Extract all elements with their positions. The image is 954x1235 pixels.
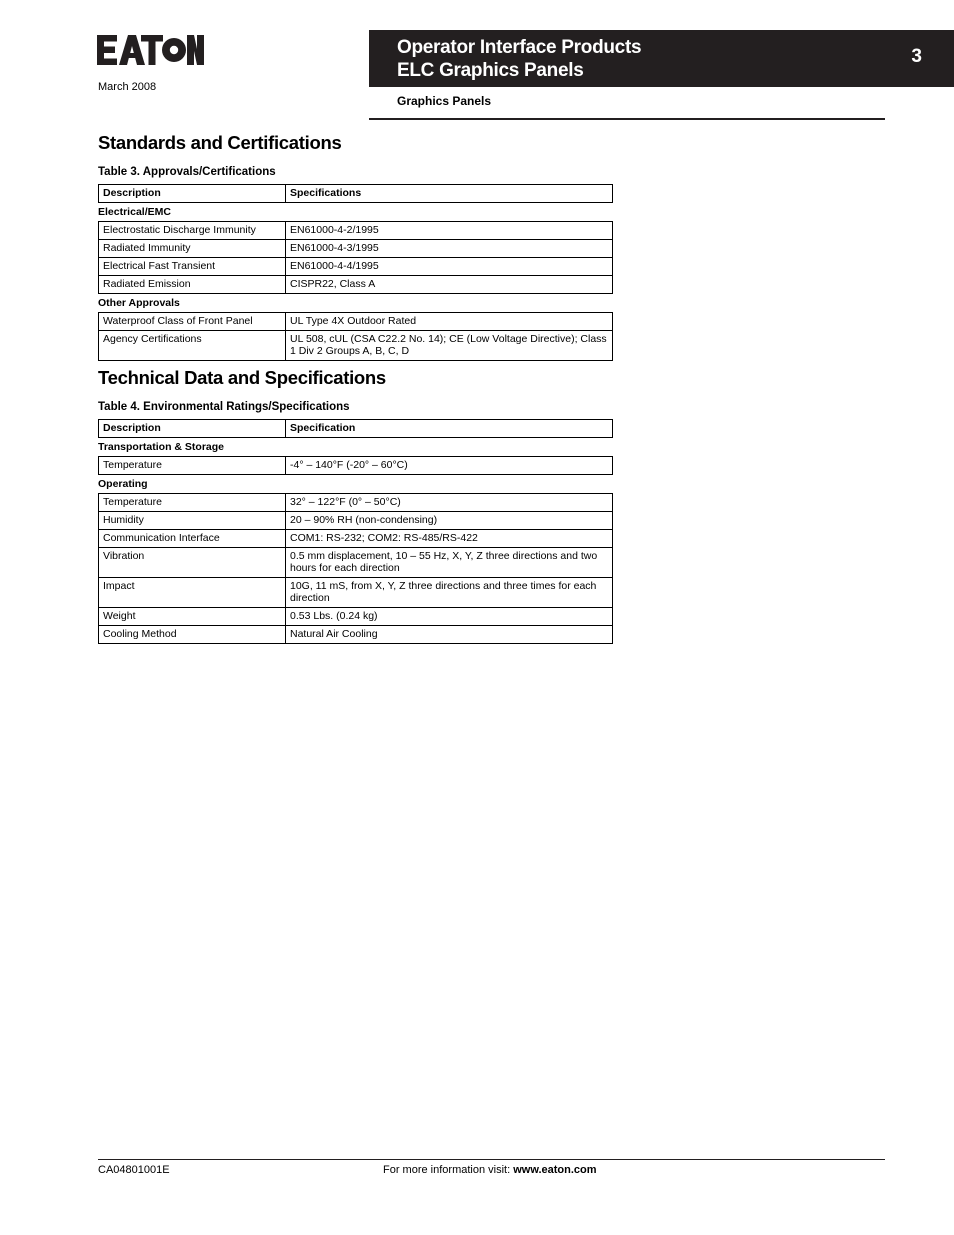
cell-spec: 10G, 11 mS, from X, Y, Z three directions and three times for each direction bbox=[290, 580, 597, 604]
cell-spec: UL Type 4X Outdoor Rated bbox=[290, 315, 417, 327]
cell-spec: 20 – 90% RH (non-condensing) bbox=[290, 514, 438, 526]
cell-description: Radiated Immunity bbox=[99, 240, 286, 257]
section-title: Graphics Panels bbox=[397, 94, 492, 108]
table-header-row bbox=[98, 419, 613, 438]
title-banner bbox=[369, 30, 954, 87]
cell-spec: -4° – 140°F (-20° – 60°C) bbox=[290, 459, 408, 471]
cell-spec: 0.53 Lbs. (0.24 kg) bbox=[290, 610, 378, 622]
table-row bbox=[98, 578, 613, 608]
cell-spec: CISPR22, Class A bbox=[290, 278, 376, 290]
website-link[interactable]: www.eaton.com bbox=[513, 1164, 597, 1176]
col-description: Description bbox=[99, 185, 286, 202]
cell-description: Electrical Fast Transient bbox=[99, 258, 286, 275]
table3-caption: Table 3. Approvals/Certifications bbox=[98, 166, 276, 178]
table-row bbox=[98, 493, 613, 512]
cell-description: Weight bbox=[99, 608, 286, 625]
group-label: Transportation & Storage bbox=[98, 441, 225, 453]
cell-description: Communication Interface bbox=[99, 530, 286, 547]
col-specification: Specification bbox=[290, 422, 356, 434]
table4-caption: Table 4. Environmental Ratings/Specifications bbox=[98, 401, 350, 413]
eaton-logo bbox=[97, 35, 204, 65]
table3 bbox=[98, 184, 613, 361]
table-row bbox=[98, 548, 613, 578]
footer-rule bbox=[98, 1159, 885, 1160]
cell-description: Agency Certifications bbox=[99, 331, 286, 360]
cell-spec: 0.5 mm displacement, 10 – 55 Hz, X, Y, Z three directions and two hours for each direction bbox=[290, 550, 598, 574]
table-row bbox=[98, 608, 613, 626]
table-row bbox=[98, 512, 613, 530]
cell-description: Vibration bbox=[99, 548, 286, 577]
cell-description: Cooling Method bbox=[99, 626, 286, 643]
col-description: Description bbox=[99, 420, 286, 437]
cell-spec: 32° – 122°F (0° – 50°C) bbox=[290, 496, 401, 508]
table-row bbox=[98, 276, 613, 294]
cell-description: Temperature bbox=[99, 494, 286, 511]
cell-description: Radiated Emission bbox=[99, 276, 286, 293]
cell-description: Humidity bbox=[99, 512, 286, 529]
table-row bbox=[98, 626, 613, 644]
cell-spec: COM1: RS-232; COM2: RS-485/RS-422 bbox=[290, 532, 478, 544]
page-number: 3 bbox=[911, 46, 922, 67]
table-row bbox=[98, 221, 613, 240]
cell-description: Temperature bbox=[99, 457, 286, 474]
table4 bbox=[98, 419, 613, 644]
cell-description: Impact bbox=[99, 578, 286, 607]
table-row bbox=[98, 240, 613, 258]
publication-date: March 2008 bbox=[98, 81, 157, 93]
cell-spec: EN61000-4-2/1995 bbox=[290, 224, 379, 236]
table-row bbox=[98, 456, 613, 475]
table-header-row bbox=[98, 184, 613, 203]
cell-description: Electrostatic Discharge Immunity bbox=[99, 222, 286, 239]
table-row bbox=[98, 312, 613, 331]
cell-spec: Natural Air Cooling bbox=[290, 628, 378, 640]
technical-heading: Technical Data and Specifications bbox=[98, 367, 386, 388]
group-label: Operating bbox=[98, 478, 148, 490]
cell-spec: UL 508, cUL (CSA C22.2 No. 14); CE (Low Voltage Directive); Class 1 Div 2 Groups A, B, C, D bbox=[290, 333, 607, 357]
standards-heading: Standards and Certifications bbox=[98, 132, 342, 153]
footer-info bbox=[383, 1164, 597, 1176]
header-rule bbox=[369, 118, 885, 120]
document-number: CA04801001E bbox=[98, 1164, 170, 1176]
group-label: Electrical/EMC bbox=[98, 206, 171, 218]
title-line-1: Operator Interface Products bbox=[397, 37, 642, 58]
cell-description: Waterproof Class of Front Panel bbox=[99, 313, 286, 330]
cell-spec: EN61000-4-3/1995 bbox=[290, 242, 379, 254]
table-row bbox=[98, 331, 613, 361]
cell-spec: EN61000-4-4/1995 bbox=[290, 260, 379, 272]
title-line-2: ELC Graphics Panels bbox=[397, 60, 584, 81]
footer-info-text: For more information visit: bbox=[383, 1164, 514, 1176]
group-label: Other Approvals bbox=[98, 297, 180, 309]
table-row bbox=[98, 258, 613, 276]
table-row bbox=[98, 530, 613, 548]
col-specifications: Specifications bbox=[290, 187, 362, 199]
